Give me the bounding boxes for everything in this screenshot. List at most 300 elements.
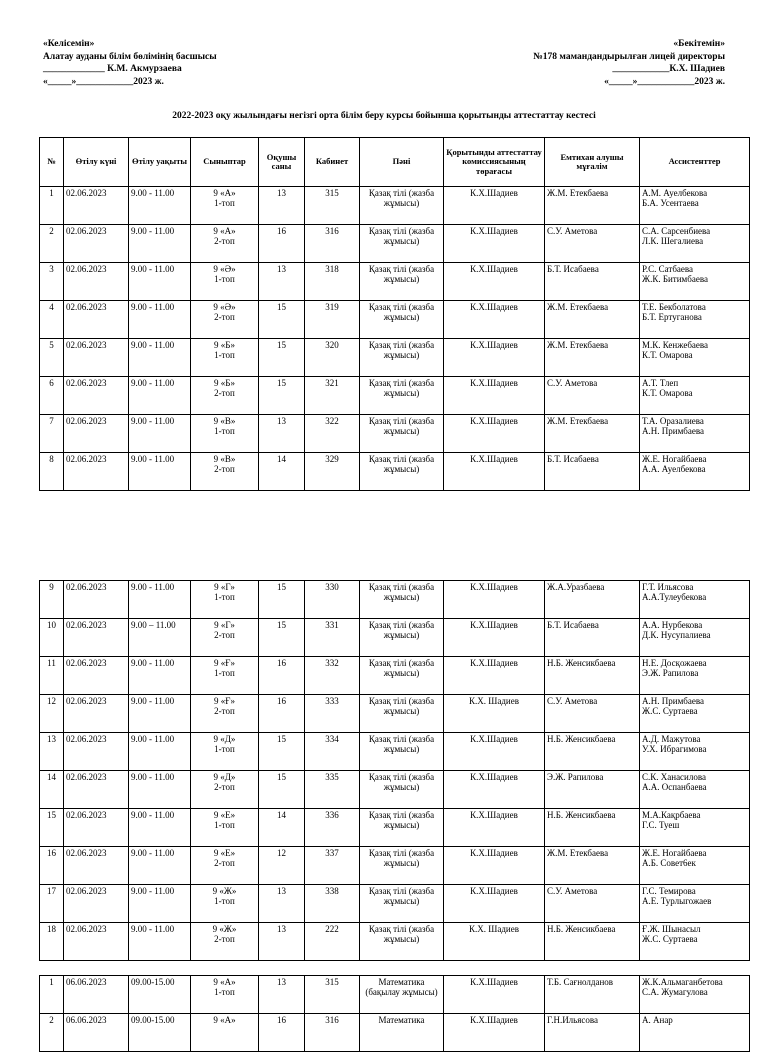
table-row [40, 976, 750, 1014]
assistants-cell [640, 187, 750, 225]
table-header-row [40, 138, 750, 187]
assistants-cell [640, 733, 750, 771]
examiner: Т.Б. Сағнолданов [545, 976, 640, 1014]
class-group: 1-топ [214, 896, 235, 906]
col-header-assistants: Ассистенттер [640, 138, 750, 187]
class-cell [191, 733, 259, 771]
student-count: 14 [259, 453, 305, 491]
class-group: 2-топ [214, 630, 235, 640]
subject: Қазақ тілі (жазба жұмысы) [360, 619, 444, 657]
row-number: 9 [40, 581, 64, 619]
exam-date: 02.06.2023 [64, 453, 129, 491]
commission-chair: К.Х.Шадиев [444, 453, 545, 491]
class-group: 1-топ [214, 426, 235, 436]
subject: Қазақ тілі (жазба жұмысы) [360, 339, 444, 377]
table-row [40, 695, 750, 733]
assistants-cell [640, 581, 750, 619]
assistant-2: Б.Т. Ертуганова [642, 312, 702, 322]
subject: Қазақ тілі (жазба жұмысы) [360, 415, 444, 453]
schedule-table-2 [39, 580, 750, 961]
examiner: С.У. Аметова [545, 695, 640, 733]
subject: Қазақ тілі (жазба жұмысы) [360, 453, 444, 491]
col-header-chair: Қорытынды аттестаттау комиссиясының төрағасы [444, 138, 545, 187]
room-number: 319 [305, 301, 360, 339]
exam-time: 9.00 - 11.00 [129, 581, 191, 619]
room-number: 316 [305, 225, 360, 263]
class-cell [191, 453, 259, 491]
commission-chair: К.Х.Шадиев [444, 1014, 545, 1052]
student-count: 12 [259, 847, 305, 885]
assistants-cell [640, 225, 750, 263]
row-number: 16 [40, 847, 64, 885]
room-number: 316 [305, 1014, 360, 1052]
room-number: 320 [305, 339, 360, 377]
class-cell [191, 187, 259, 225]
exam-date: 02.06.2023 [64, 187, 129, 225]
exam-time: 9.00 - 11.00 [129, 187, 191, 225]
commission-chair: К.Х.Шадиев [444, 733, 545, 771]
commission-chair: К.Х.Шадиев [444, 771, 545, 809]
exam-date: 02.06.2023 [64, 771, 129, 809]
table-row [40, 415, 750, 453]
commission-chair: К.Х.Шадиев [444, 415, 545, 453]
student-count: 13 [259, 415, 305, 453]
col-header-subject: Пәні [360, 138, 444, 187]
class-cell [191, 619, 259, 657]
row-number: 7 [40, 415, 64, 453]
row-number: 14 [40, 771, 64, 809]
exam-time: 9.00 - 11.00 [129, 847, 191, 885]
assistant-1: Ғ.Ж. Шынасыл [642, 924, 701, 934]
room-number: 333 [305, 695, 360, 733]
commission-chair: К.Х.Шадиев [444, 657, 545, 695]
assistants-cell [640, 301, 750, 339]
assistant-2: К.Т. Омарова [642, 350, 693, 360]
class-group: 2-топ [214, 312, 235, 322]
class-name: 9 «Б» [214, 378, 235, 388]
assistant-2: Э.Ж. Рапилова [642, 668, 699, 678]
assistants-cell [640, 339, 750, 377]
exam-time: 9.00 - 11.00 [129, 657, 191, 695]
assistants-cell [640, 377, 750, 415]
exam-time: 9.00 - 11.00 [129, 809, 191, 847]
col-header-student-count: Оқушы саны [259, 138, 305, 187]
table-row [40, 809, 750, 847]
exam-date: 02.06.2023 [64, 657, 129, 695]
class-name: 9 «В» [213, 416, 236, 426]
assistant-1: Г.С. Темирова [642, 886, 696, 896]
commission-chair: К.Х. Шадиев [444, 695, 545, 733]
class-group: 2-топ [214, 934, 235, 944]
examiner: Н.Б. Женсикбаева [545, 809, 640, 847]
class-group: 1-топ [214, 592, 235, 602]
row-number: 3 [40, 263, 64, 301]
class-group: 1-топ [214, 820, 235, 830]
commission-chair: К.Х.Шадиев [444, 885, 545, 923]
assistant-1: А.Д. Мажутова [642, 734, 701, 744]
row-number: 15 [40, 809, 64, 847]
row-number: 2 [40, 225, 64, 263]
class-name: 9 «Б» [214, 340, 235, 350]
class-group: 2-топ [214, 464, 235, 474]
student-count: 15 [259, 619, 305, 657]
examiner: С.У. Аметова [545, 377, 640, 415]
commission-chair: К.Х.Шадиев [444, 377, 545, 415]
assistants-cell [640, 1014, 750, 1052]
student-count: 13 [259, 263, 305, 301]
class-cell [191, 657, 259, 695]
exam-time: 9.00 – 11.00 [129, 619, 191, 657]
approval-left-line4: «_____»____________2023 ж. [43, 76, 164, 87]
student-count: 16 [259, 695, 305, 733]
student-count: 16 [259, 225, 305, 263]
exam-date: 02.06.2023 [64, 847, 129, 885]
approval-left [43, 38, 217, 88]
exam-time: 9.00 - 11.00 [129, 263, 191, 301]
assistant-2: А.А. Оспанбаева [642, 782, 707, 792]
examiner: Б.Т. Исабаева [545, 453, 640, 491]
exam-time: 9.00 - 11.00 [129, 339, 191, 377]
row-number: 12 [40, 695, 64, 733]
room-number: 336 [305, 809, 360, 847]
student-count: 14 [259, 809, 305, 847]
subject: Математика [360, 1014, 444, 1052]
assistant-1: М.К. Кенжебаева [642, 340, 709, 350]
approval-left-line3: _____________ К.М. Акмурзаева [43, 64, 182, 74]
student-count: 15 [259, 771, 305, 809]
class-cell [191, 263, 259, 301]
class-name: 9 «Д» [213, 772, 236, 782]
exam-time: 9.00 - 11.00 [129, 225, 191, 263]
row-number: 1 [40, 976, 64, 1014]
approval-right-line3: ____________К.Х. Шадиев [612, 64, 725, 74]
class-name: 9 «Е» [213, 810, 236, 820]
student-count: 15 [259, 733, 305, 771]
class-group: 1-топ [214, 987, 235, 997]
class-cell [191, 1014, 259, 1052]
student-count: 13 [259, 187, 305, 225]
exam-time: 9.00 - 11.00 [129, 733, 191, 771]
commission-chair: К.Х.Шадиев [444, 339, 545, 377]
exam-time: 09.00-15.00 [129, 1014, 191, 1052]
class-group: 1-топ [214, 668, 235, 678]
assistants-cell [640, 619, 750, 657]
subject: Қазақ тілі (жазба жұмысы) [360, 377, 444, 415]
table-row [40, 453, 750, 491]
document-title: 2022-2023 оқу жылындағы негізгі орта білім беру курсы бойынша қорытынды аттестаттау кестесі [172, 111, 596, 121]
assistant-2: А.Б. Совет6ек [642, 858, 696, 868]
class-name: 9 «Г» [214, 620, 235, 630]
class-name: 9 «Ә» [213, 264, 236, 274]
schedule-table-1 [39, 137, 750, 491]
table-row [40, 581, 750, 619]
assistant-2: К.Т. Омарова [642, 388, 693, 398]
class-cell [191, 225, 259, 263]
commission-chair: К.Х.Шадиев [444, 301, 545, 339]
exam-time: 9.00 - 11.00 [129, 695, 191, 733]
commission-chair: К.Х.Шадиев [444, 976, 545, 1014]
examiner: Ж.М. Етекбаева [545, 187, 640, 225]
assistant-2: А.А. Ауелбекова [642, 464, 706, 474]
assistant-2: Ж.К. Битимбаева [642, 274, 708, 284]
row-number: 17 [40, 885, 64, 923]
table-row [40, 657, 750, 695]
class-cell [191, 923, 259, 961]
table-row [40, 225, 750, 263]
exam-date: 02.06.2023 [64, 339, 129, 377]
table-row [40, 339, 750, 377]
exam-time: 9.00 - 11.00 [129, 415, 191, 453]
class-name: 9 «А» [213, 188, 236, 198]
class-group: 1-топ [214, 350, 235, 360]
class-group: 1-топ [214, 274, 235, 284]
approval-right-line4: «_____»____________2023 ж. [604, 76, 725, 87]
class-name: 9 «А» [213, 1015, 236, 1025]
subject: Қазақ тілі (жазба жұмысы) [360, 733, 444, 771]
class-name: 9 «Ж» [212, 886, 237, 896]
room-number: 222 [305, 923, 360, 961]
approval-left-line1: «Келісемін» [43, 39, 95, 49]
room-number: 329 [305, 453, 360, 491]
row-number: 4 [40, 301, 64, 339]
assistants-cell [640, 809, 750, 847]
assistants-cell [640, 695, 750, 733]
approval-right-line1: «Бекітемін» [673, 39, 725, 49]
class-group: 2-топ [214, 236, 235, 246]
subject: Қазақ тілі (жазба жұмысы) [360, 923, 444, 961]
class-cell [191, 415, 259, 453]
assistant-2: Ж.С. Суртаева [642, 934, 698, 944]
room-number: 337 [305, 847, 360, 885]
assistant-2: Г.С. Туеш [642, 820, 680, 830]
room-number: 315 [305, 187, 360, 225]
student-count: 15 [259, 301, 305, 339]
exam-time: 9.00 - 11.00 [129, 885, 191, 923]
exam-time: 9.00 - 11.00 [129, 377, 191, 415]
assistant-1: А.Т. Тлеп [642, 378, 679, 388]
class-name: 9 «Д» [213, 734, 236, 744]
assistant-1: А.А. Нурбекова [642, 620, 703, 630]
approval-left-line2: Алатау ауданы білім бөлімінің басшысы [43, 51, 217, 62]
exam-date: 02.06.2023 [64, 301, 129, 339]
table-row [40, 885, 750, 923]
col-header-date: Өтілу күні [64, 138, 129, 187]
subject: Қазақ тілі (жазба жұмысы) [360, 771, 444, 809]
table-row [40, 263, 750, 301]
assistant-1: Т.Е. Бекболатова [642, 302, 706, 312]
examiner: Ж.А.Уразбаева [545, 581, 640, 619]
examiner: Н.Б. Женсикбаева [545, 923, 640, 961]
table-row [40, 1014, 750, 1052]
class-cell [191, 847, 259, 885]
col-header-time: Өтілу уақыты [129, 138, 191, 187]
assistant-1: С.К. Ханасилова [642, 772, 706, 782]
room-number: 322 [305, 415, 360, 453]
class-name: 9 «Ж» [212, 924, 237, 934]
assistant-2: Л.К. Шегалиева [642, 236, 704, 246]
exam-time: 9.00 - 11.00 [129, 301, 191, 339]
class-name: 9 «Е» [213, 848, 236, 858]
exam-time: 09.00-15.00 [129, 976, 191, 1014]
class-name: 9 «Г» [214, 582, 235, 592]
commission-chair: К.Х.Шадиев [444, 847, 545, 885]
table-row [40, 847, 750, 885]
examiner: Б.Т. Исабаева [545, 263, 640, 301]
student-count: 16 [259, 1014, 305, 1052]
assistants-cell [640, 976, 750, 1014]
exam-date: 02.06.2023 [64, 263, 129, 301]
class-name: 9 «В» [213, 454, 236, 464]
examiner: Б.Т. Исабаева [545, 619, 640, 657]
examiner: Э.Ж. Рапилова [545, 771, 640, 809]
assistant-2: А.Е. Турлыгожаев [642, 896, 712, 906]
assistants-cell [640, 415, 750, 453]
row-number: 13 [40, 733, 64, 771]
row-number: 8 [40, 453, 64, 491]
exam-date: 02.06.2023 [64, 733, 129, 771]
room-number: 315 [305, 976, 360, 1014]
class-cell [191, 377, 259, 415]
table-row [40, 377, 750, 415]
room-number: 334 [305, 733, 360, 771]
exam-date: 02.06.2023 [64, 377, 129, 415]
table-row [40, 923, 750, 961]
room-number: 335 [305, 771, 360, 809]
subject: Қазақ тілі (жазба жұмысы) [360, 809, 444, 847]
examiner: Ж.М. Етекбаева [545, 339, 640, 377]
exam-date: 02.06.2023 [64, 225, 129, 263]
examiner: Ж.М. Етекбаева [545, 847, 640, 885]
class-name: 9 «А» [213, 226, 236, 236]
class-group: 2-топ [214, 706, 235, 716]
exam-date: 02.06.2023 [64, 923, 129, 961]
student-count: 15 [259, 581, 305, 619]
room-number: 330 [305, 581, 360, 619]
row-number: 11 [40, 657, 64, 695]
assistants-cell [640, 847, 750, 885]
assistant-1: Ж.Е. Ногайбаева [642, 454, 707, 464]
examiner: Ж.М. Етекбаева [545, 301, 640, 339]
class-group: 1-топ [214, 744, 235, 754]
assistants-cell [640, 771, 750, 809]
assistant-2: Б.А. Усентаева [642, 198, 699, 208]
subject: Қазақ тілі (жазба жұмысы) [360, 225, 444, 263]
subject: Қазақ тілі (жазба жұмысы) [360, 657, 444, 695]
student-count: 15 [259, 339, 305, 377]
subject: Қазақ тілі (жазба жұмысы) [360, 581, 444, 619]
assistants-cell [640, 263, 750, 301]
class-group: 1-топ [214, 198, 235, 208]
assistant-1: Н.Е. Досқожаева [642, 658, 707, 668]
room-number: 338 [305, 885, 360, 923]
table-row [40, 771, 750, 809]
assistant-1: Р.С. Сатбаева [642, 264, 694, 274]
room-number: 331 [305, 619, 360, 657]
col-header-class: Сыныптар [191, 138, 259, 187]
exam-date: 02.06.2023 [64, 581, 129, 619]
room-number: 318 [305, 263, 360, 301]
subject: Қазақ тілі (жазба жұмысы) [360, 187, 444, 225]
assistants-cell [640, 885, 750, 923]
class-name: 9 «Ә» [213, 302, 236, 312]
assistants-cell [640, 923, 750, 961]
row-number: 1 [40, 187, 64, 225]
col-header-examiner: Емтихан алушы мұғалім [545, 138, 640, 187]
assistants-cell [640, 453, 750, 491]
class-cell [191, 581, 259, 619]
student-count: 15 [259, 377, 305, 415]
class-group: 2-топ [214, 858, 235, 868]
room-number: 321 [305, 377, 360, 415]
subject: Қазақ тілі (жазба жұмысы) [360, 263, 444, 301]
row-number: 5 [40, 339, 64, 377]
student-count: 13 [259, 885, 305, 923]
assistant-1: Ж.К.Альмаганбетова [642, 977, 723, 987]
table-row [40, 733, 750, 771]
assistant-1: Т.А. Оразалиева [642, 416, 704, 426]
examiner: С.У. Аметова [545, 885, 640, 923]
commission-chair: К.Х.Шадиев [444, 619, 545, 657]
student-count: 16 [259, 657, 305, 695]
assistant-1: А.М. Ауелбекова [642, 188, 708, 198]
class-cell [191, 771, 259, 809]
table-row [40, 187, 750, 225]
commission-chair: К.Х.Шадиев [444, 581, 545, 619]
assistant-2: Д.К. Нусупалиева [642, 630, 711, 640]
class-group: 2-топ [214, 388, 235, 398]
class-cell [191, 885, 259, 923]
col-header-number: № [40, 138, 64, 187]
row-number: 10 [40, 619, 64, 657]
subject: Қазақ тілі (жазба жұмысы) [360, 301, 444, 339]
exam-date: 02.06.2023 [64, 415, 129, 453]
commission-chair: К.Х.Шадиев [444, 187, 545, 225]
assistant-1: А.Н. Примбаева [642, 696, 704, 706]
room-number: 332 [305, 657, 360, 695]
class-cell [191, 301, 259, 339]
examiner: С.У. Аметова [545, 225, 640, 263]
exam-date: 02.06.2023 [64, 885, 129, 923]
commission-chair: К.Х.Шадиев [444, 225, 545, 263]
row-number: 6 [40, 377, 64, 415]
student-count: 13 [259, 976, 305, 1014]
table-row [40, 619, 750, 657]
exam-time: 9.00 - 11.00 [129, 453, 191, 491]
class-cell [191, 695, 259, 733]
assistant-1: Ж.Е. Ногайбаева [642, 848, 707, 858]
exam-date: 02.06.2023 [64, 695, 129, 733]
student-count: 13 [259, 923, 305, 961]
assistant-2: А.А.Тулеубекова [642, 592, 707, 602]
examiner: Ж.М. Етекбаева [545, 415, 640, 453]
row-number: 18 [40, 923, 64, 961]
col-header-room: Кабинет [305, 138, 360, 187]
commission-chair: К.Х. Шадиев [444, 923, 545, 961]
assistant-1: М.А.Кақрбаева [642, 810, 701, 820]
exam-date: 02.06.2023 [64, 619, 129, 657]
class-cell [191, 809, 259, 847]
exam-date: 02.06.2023 [64, 809, 129, 847]
subject: Қазақ тілі (жазба жұмысы) [360, 885, 444, 923]
assistant-1: С.А. Сарсенбиева [642, 226, 711, 236]
assistant-2: У.Х. Ибрагимова [642, 744, 707, 754]
exam-date: 06.06.2023 [64, 976, 129, 1014]
subject: Қазақ тілі (жазба жұмысы) [360, 847, 444, 885]
assistant-1: Г.Т. Ильясова [642, 582, 694, 592]
class-group: 2-топ [214, 782, 235, 792]
approval-right [533, 38, 725, 88]
assistants-cell [640, 657, 750, 695]
